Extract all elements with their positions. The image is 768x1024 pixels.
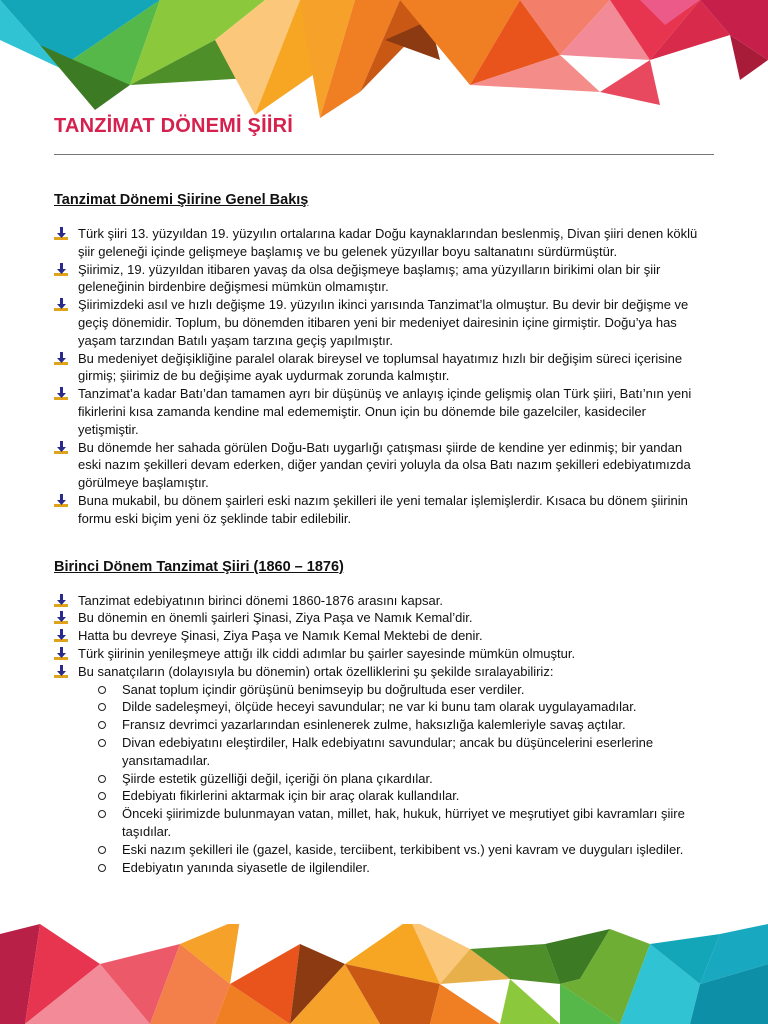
circle-bullet-icon bbox=[98, 739, 106, 747]
arrow-bullet-icon bbox=[54, 665, 68, 679]
list-item bbox=[78, 439, 714, 492]
list-item bbox=[78, 225, 714, 261]
list-item-text: Bu dönemin en önemli şairleri Şinasi, Ziya Paşa ve Namık Kemal’dir. bbox=[78, 610, 473, 626]
sub-list-item-text: Edebiyatı fikirlerini aktarmak için bir araç olarak kullandılar. bbox=[122, 788, 460, 804]
arrow-bullet-icon bbox=[54, 594, 68, 608]
list-item-text: Bu dönemde her sahada görülen Doğu-Batı uygarlığı çatışması şiirde de kendine yer edinmiş; bir yandan eski nazım şekilleri devam ederken, diğer yandan çeviri yoluyla da olsa Batı nazım şekilleri edebiyatımızda görülmeye başlamıştır. bbox=[78, 439, 691, 491]
list-item-text: Bu sanatçıların (dolayısıyla bu dönemin) ortak özelliklerini şu şekilde sıralayabiliriz: bbox=[78, 663, 554, 679]
list-item bbox=[78, 385, 714, 438]
section2-sublist bbox=[78, 681, 704, 877]
sub-list-item-text: Divan edebiyatını eleştirdiler, Halk edebiyatını savundular; ancak bu düşüncelerini eserlerine yansıtamadılar. bbox=[122, 734, 654, 768]
arrow-bullet-icon bbox=[54, 263, 68, 277]
section-heading-birinci-donem: Birinci Dönem Tanzimat Şiiri (1860 – 1876) bbox=[54, 558, 344, 575]
list-item-text: Türk şiiri 13. yüzyıldan 19. yüzyılın ortalarına kadar Doğu kaynaklarından beslenmiş, Divan şiiri denen köklü şiir geleneği içinde gelişmeye başlamış ve bu gelenek yüzyıllar boyu saltanatını sürdürmüştür. bbox=[78, 226, 698, 259]
sub-list-item-text: Edebiyatın yanında siyasetle de ilgilendiler. bbox=[122, 859, 370, 875]
list-item bbox=[78, 592, 714, 610]
sub-list-item bbox=[122, 716, 704, 734]
sub-list-item bbox=[122, 841, 704, 859]
sub-list-item bbox=[122, 805, 704, 841]
list-item bbox=[78, 492, 714, 528]
sub-list-item-text: Fransız devrimci yazarlarından esinlenerek zulme, haksızlığa kalemleriyle savaş açtılar. bbox=[122, 717, 626, 733]
bottom-decoration bbox=[0, 924, 768, 1024]
list-item bbox=[78, 261, 714, 297]
circle-bullet-icon bbox=[98, 775, 106, 783]
list-item-text: Tanzimat edebiyatının birinci dönemi 1860-1876 arasını kapsar. bbox=[78, 592, 443, 608]
arrow-bullet-icon bbox=[54, 611, 68, 625]
list-item-text: Şiirimizdeki asıl ve hızlı değişme 19. yüzyılın ikinci yarısında Tanzimat’la olmuştur. Bu devir bir değişme ve geçiş dönemidir. Toplum, bu dönemden itibaren yeni bir medeniyet dairesinin içine girmiştir. Doğu’ya has yaşam tarzından Batılı yaşam tarzına geçiş yapılmıştır. bbox=[78, 297, 689, 348]
sub-list-item-text: Şiirde estetik güzelliği değil, içeriği ön plana çıkardılar. bbox=[122, 770, 433, 786]
circle-bullet-icon bbox=[98, 686, 106, 694]
arrow-bullet-icon bbox=[54, 494, 68, 508]
arrow-bullet-icon bbox=[54, 352, 68, 366]
arrow-bullet-icon bbox=[54, 647, 68, 661]
page-title: TANZİMAT DÖNEMİ ŞİİRİ bbox=[54, 115, 293, 137]
circle-bullet-icon bbox=[98, 846, 106, 854]
circle-bullet-icon bbox=[98, 792, 106, 800]
sub-list-item bbox=[122, 770, 704, 788]
arrow-bullet-icon bbox=[54, 387, 68, 401]
sub-list-item-text: Dilde sadeleşmeyi, ölçüde heceyi savundular; ne var ki bunu tam olarak uygulayamadılar. bbox=[122, 699, 637, 715]
list-item-text: Şiirimiz, 19. yüzyıldan itibaren yavaş da olsa değişmeye başlamış; ama yüzyılların birikimi olan bir şiir geleneğinin birdenbire değişmesi mümkün olmamıştır. bbox=[78, 261, 661, 295]
sub-list-item bbox=[122, 681, 704, 699]
circle-bullet-icon bbox=[98, 864, 106, 872]
section2-list bbox=[54, 592, 714, 877]
arrow-bullet-icon bbox=[54, 629, 68, 643]
sub-list-item bbox=[122, 698, 704, 716]
arrow-bullet-icon bbox=[54, 227, 68, 241]
list-item bbox=[78, 609, 714, 627]
list-item-text: Buna mukabil, bu dönem şairleri eski nazım şekilleri ile yeni temalar işlemişlerdir. Kısaca bu dönem şiirinin formu eski biçim yeni öz şeklinde tabir edilebilir. bbox=[78, 492, 688, 526]
sub-list-item bbox=[122, 734, 704, 770]
sub-list-item-text: Önceki şiirimizde bulunmayan vatan, millet, hak, hukuk, hürriyet ve meşrutiyet gibi kavramları şiire taşıdılar. bbox=[122, 806, 685, 839]
document-body bbox=[54, 110, 714, 876]
list-item bbox=[78, 296, 714, 349]
list-item bbox=[78, 663, 714, 877]
circle-bullet-icon bbox=[98, 721, 106, 729]
list-item-text: Tanzimat’a kadar Batı’dan tamamen ayrı bir düşünüş ve anlayış içinde gelişmiş olan Türk şiiri, Batı’nın yeni fikirlerini kısa zamanda kendine mal edememiştir. Onun için bu dönemde bile gazelciler, kasideciler yetişmiştir. bbox=[78, 386, 692, 437]
arrow-bullet-icon bbox=[54, 441, 68, 455]
section1-list bbox=[54, 225, 714, 528]
list-item-text: Türk şiirinin yenileşmeye attığı ilk ciddi adımlar bu şairler sayesinde mümkün olmuştur. bbox=[78, 645, 576, 661]
list-item bbox=[78, 645, 714, 663]
section-heading-genel-bakis: Tanzimat Dönemi Şiirine Genel Bakış bbox=[54, 192, 309, 208]
sub-list-item bbox=[122, 859, 704, 877]
list-item bbox=[78, 350, 714, 386]
circle-bullet-icon bbox=[98, 703, 106, 711]
list-item bbox=[78, 627, 714, 645]
sub-list-item-text: Sanat toplum içindir görüşünü benimseyip bu doğrultuda eser verdiler. bbox=[122, 681, 525, 697]
sub-list-item bbox=[122, 787, 704, 805]
list-item-text: Hatta bu devreye Şinasi, Ziya Paşa ve Namık Kemal Mektebi de denir. bbox=[78, 628, 483, 644]
list-item-text: Bu medeniyet değişikliğine paralel olarak bireysel ve toplumsal hayatımız hızlı bir değişim süreci içerisine girmiş; şiirimiz de bu değişime ayak uydurmak zorunda kalmıştır. bbox=[78, 350, 683, 384]
sub-list-item-text: Eski nazım şekilleri ile (gazel, kaside, terciibent, terkibibent vs.) yeni kavram ve duyguları işlediler. bbox=[122, 841, 684, 857]
circle-bullet-icon bbox=[98, 810, 106, 818]
title-divider bbox=[54, 154, 714, 155]
arrow-bullet-icon bbox=[54, 298, 68, 312]
